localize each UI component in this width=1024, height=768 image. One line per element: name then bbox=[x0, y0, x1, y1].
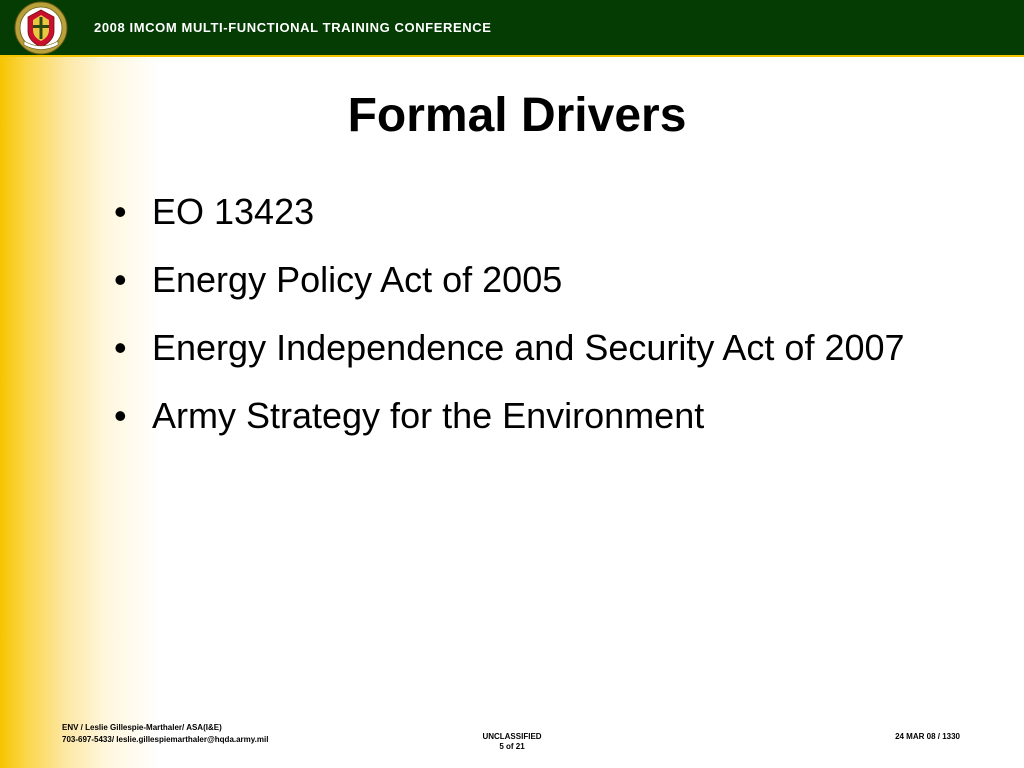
bullet-item: • Energy Independence and Security Act of 2007 bbox=[112, 324, 952, 371]
bullet-item: • Energy Policy Act of 2005 bbox=[112, 256, 952, 303]
bullet-item: • Army Strategy for the Environment bbox=[112, 392, 952, 439]
footer-center bbox=[462, 732, 562, 752]
conference-title: 2008 IMCOM MULTI-FUNCTIONAL TRAINING CONFERENCE bbox=[94, 20, 492, 35]
bullet-list bbox=[112, 188, 952, 460]
page-number: 5 of 21 bbox=[499, 742, 525, 751]
header-bar bbox=[0, 0, 1024, 57]
presenter-name: ENV / Leslie Gillespie-Marthaler/ ASA(I&E) bbox=[62, 723, 222, 732]
army-emblem-icon bbox=[14, 1, 68, 55]
presenter-contact: 703-697-5433/ leslie.gillespiemarthaler@hqda.army.mil bbox=[62, 735, 269, 744]
date-time-stamp: 24 MAR 08 / 1330 bbox=[895, 732, 960, 741]
bullet-item: • EO 13423 bbox=[112, 188, 952, 235]
classification-label: UNCLASSIFIED bbox=[482, 732, 542, 741]
slide-title: Formal Drivers bbox=[347, 89, 687, 142]
presenter-info bbox=[62, 722, 268, 746]
